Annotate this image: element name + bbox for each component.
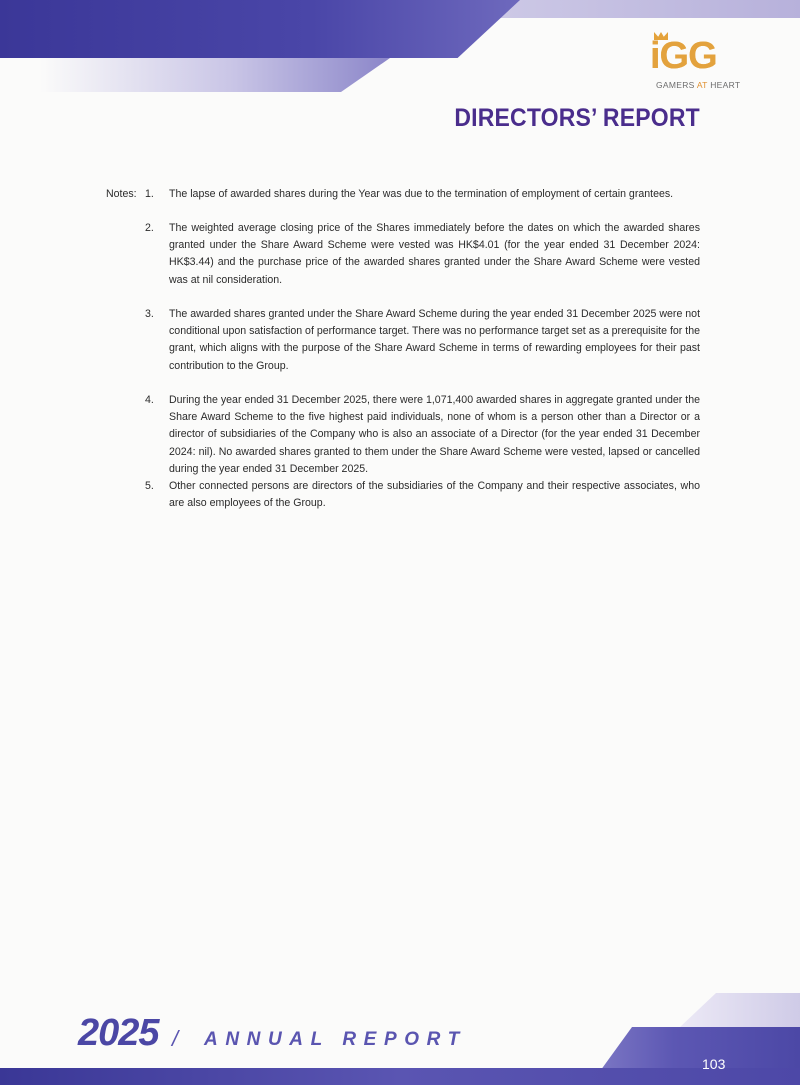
note-number: 5.	[145, 480, 154, 492]
tagline-part-gamers: GAMERS	[656, 80, 697, 90]
note-item	[145, 186, 700, 203]
note-text: The weighted average closing price of the Shares immediately before the dates on which the awarded shares granted under the Share Award Scheme were vested was HK$4.01 (for the year ended 31 December 2024: HK$3.44) and the purchase price of the awarded shares granted under the Share Award Scheme were vested was at nil consideration.	[169, 222, 700, 286]
note-item	[145, 392, 700, 478]
header-swoosh	[40, 58, 390, 92]
note-number: 1.	[145, 188, 154, 200]
page-number: 103	[702, 1056, 726, 1072]
footer-year: 2025	[78, 1012, 159, 1054]
notes-label: Notes:	[106, 188, 137, 200]
logo-wordmark: iGG	[650, 35, 717, 77]
header-band-dark	[0, 0, 520, 58]
note-text: During the year ended 31 December 2025, there were 1,071,400 awarded shares in aggregate granted under the Share Award Scheme to the five highest paid individuals, none of whom is a person other than a Director or a director of subsidiaries of the Company who is also an associate of a Director (for the year ended 31 December 2024: nil). No awarded shares granted to them under the Share Award Scheme were vested, lapsed or cancelled during the year ended 31 December 2025.	[169, 394, 700, 475]
igg-logo	[650, 36, 745, 94]
logo-tagline	[656, 80, 740, 90]
footer-report-label: ANNUAL REPORT	[204, 1029, 467, 1050]
footer-band	[0, 1068, 800, 1085]
note-item	[145, 478, 700, 512]
note-item	[145, 306, 700, 375]
note-number: 3.	[145, 308, 154, 320]
note-number: 4.	[145, 394, 154, 406]
note-item	[145, 220, 700, 289]
note-text: The awarded shares granted under the Share Award Scheme during the year ended 31 December 2025 were not conditional upon satisfaction of performance target. There was no performance target set as a prerequisite for the grant, which aligns with the purpose of the Share Award Scheme in terms of rewarding employees for their past contribution to the Group.	[169, 308, 701, 372]
tagline-part-heart: HEART	[707, 80, 741, 90]
note-number: 2.	[145, 222, 154, 234]
footer-band-light	[680, 993, 800, 1027]
page-title: DIRECTORS’ REPORT	[454, 104, 700, 132]
footer-slash: /	[172, 1026, 179, 1051]
note-text: The lapse of awarded shares during the Year was due to the termination of employment of certain grantees.	[169, 188, 674, 200]
note-text: Other connected persons are directors of the subsidiaries of the Company and their respective associates, who are also employees of the Group.	[169, 480, 700, 510]
tagline-part-at: AT	[696, 80, 708, 90]
